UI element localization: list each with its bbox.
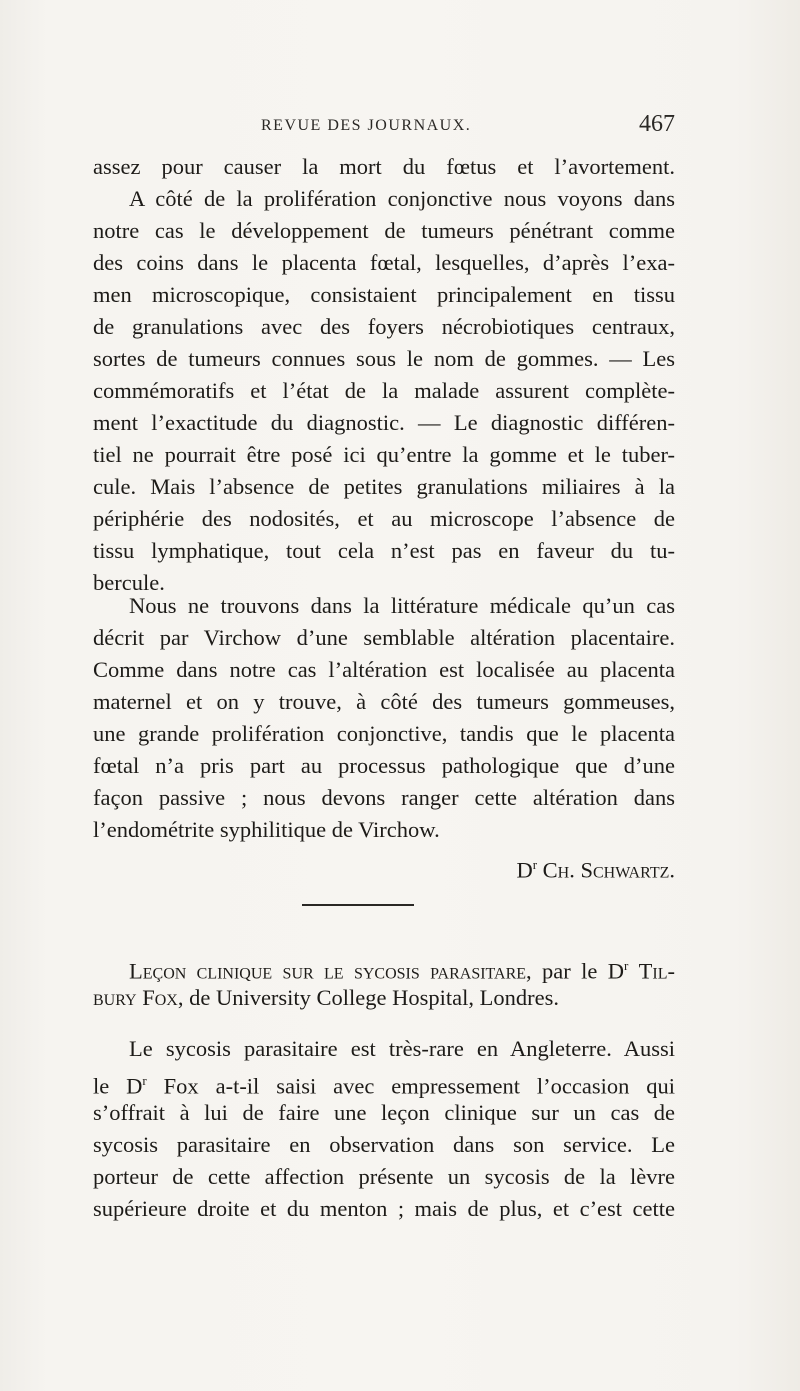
text-line: cule. Mais l’absence de petites granulations miliaires à la: [93, 474, 675, 499]
text-line: supérieure droite et du menton ; mais de plus, et c’est cette: [93, 1196, 675, 1221]
text-line: maternel et on y trouve, à côté des tumeurs gommeuses,: [93, 689, 675, 714]
text-line: tissu lymphatique, tout cela n’est pas en faveur du tu-: [93, 538, 675, 563]
text-line: fœtal n’a pris part au processus pathologique que d’une: [93, 753, 675, 778]
text-line: l’endométrite syphilitique de Virchow.: [93, 817, 440, 842]
text-line: sortes de tumeurs connues sous le nom de gommes. — Les: [93, 346, 675, 371]
text-line: notre cas le développement de tumeurs pénétrant comme: [93, 218, 675, 243]
text-line: ment l’exactitude du diagnostic. — Le diagnostic différen-: [93, 410, 675, 435]
signature-title-sup: r: [532, 857, 538, 872]
title-main: Leçon clinique sur le sycosis parasitare,: [129, 958, 532, 984]
title-author: bury Fox,: [93, 985, 184, 1010]
running-title: REVUE DES JOURNAUX.: [261, 117, 472, 134]
text-line: porteur de cette affection présente un sycosis de la lèvre: [93, 1164, 675, 1189]
text-line: commémoratifs et l’état de la malade assurent complète-: [93, 378, 675, 403]
text-line: Le sycosis parasitaire est très-rare en Angleterre. Aussi: [129, 1036, 675, 1061]
title-by: par le D: [542, 958, 624, 984]
text-segment: le D: [93, 1073, 143, 1099]
title-sup: r: [623, 958, 629, 973]
author-signature: [516, 848, 675, 887]
text-line: de granulations avec des foyers nécrobiotiques centraux,: [93, 314, 675, 339]
section-divider: [302, 904, 414, 906]
text-line: Nous ne trouvons dans la littérature médicale qu’un cas: [129, 593, 675, 618]
text-line: s’offrait à lui de faire une leçon clinique sur un cas de: [93, 1100, 675, 1125]
text-line: men microscopique, consistaient principalement en tissu: [93, 282, 675, 307]
page-number: 467: [639, 111, 675, 137]
text-line: [93, 1064, 675, 1097]
title-line: [93, 949, 675, 982]
page-header: [93, 111, 675, 141]
text-line: A côté de la prolifération conjonctive nous voyons dans: [129, 186, 675, 211]
text-sup: r: [142, 1073, 147, 1088]
text-line: des coins dans le placenta fœtal, lesquelles, d’après l’exa-: [93, 250, 675, 275]
text-segment: Fox a-t-il saisi avec empressement l’occasion qui: [146, 1073, 675, 1099]
title-author-part: Til-: [638, 958, 676, 984]
text-line: tiel ne pourrait être posé ici qu’entre la gomme et le tuber-: [93, 442, 675, 467]
text-line: assez pour causer la mort du fœtus et l’avortement.: [93, 154, 675, 179]
signature-name: Ch. Schwartz.: [542, 857, 675, 883]
title-affiliation: de University College Hospital, Londres.: [189, 985, 560, 1010]
text-line: périphérie des nodosités, et au microscope l’absence de: [93, 506, 675, 531]
text-line: une grande prolifération conjonctive, tandis que le placenta: [93, 721, 675, 746]
text-line: sycosis parasitaire en observation dans son service. Le: [93, 1132, 675, 1157]
signature-title: D: [516, 857, 533, 883]
text-line: décrit par Virchow d’une semblable altération placentaire.: [93, 625, 675, 650]
text-line: façon passive ; nous devons ranger cette altération dans: [93, 785, 675, 810]
title-line: [93, 981, 675, 1014]
text-line: bercule.: [93, 570, 165, 595]
text-line: Comme dans notre cas l’altération est localisée au placenta: [93, 657, 675, 682]
